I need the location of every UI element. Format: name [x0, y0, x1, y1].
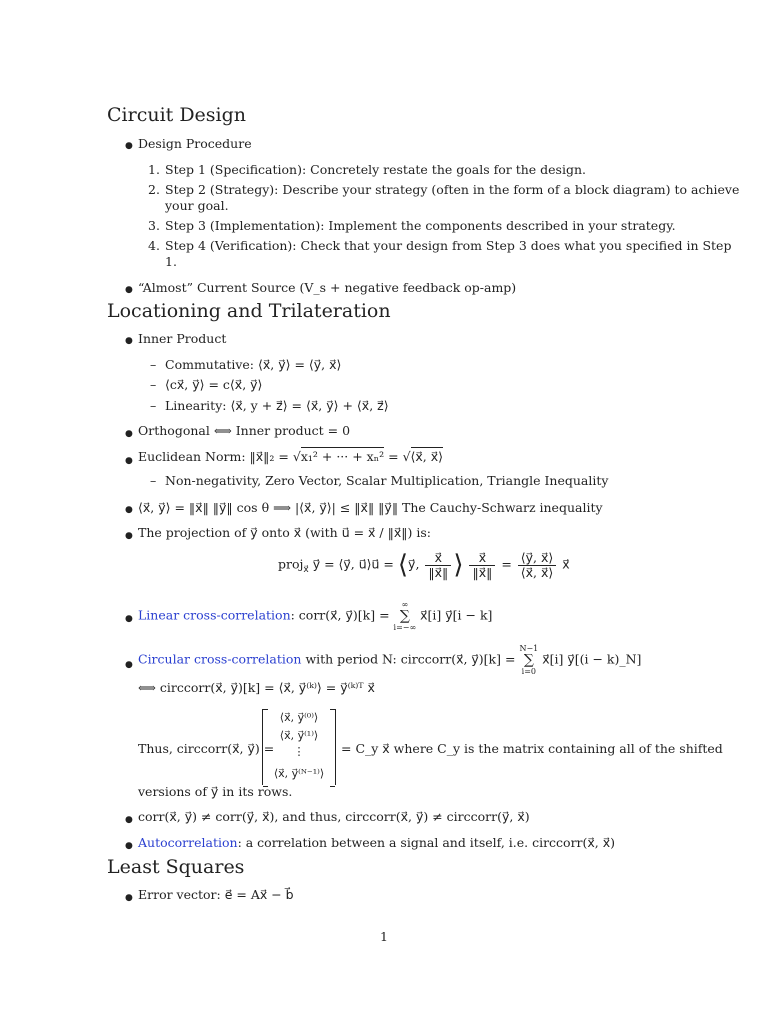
linear-cc-rest: : corr(x⃗, y⃗)[k] = [290, 607, 394, 623]
section-heading-circuit-design: Circuit Design [107, 104, 247, 126]
sum-lower: i=−∞ [393, 623, 417, 632]
bullet-icon: ● [125, 429, 133, 439]
autocorrelation-item [138, 835, 615, 850]
step-3-text: Step 3 (Implementation): Implement the components described in your strategy. [165, 218, 676, 233]
autocorrelation-rest: : a correlation between a signal and itself, i.e. circcorr(x⃗, x⃗) [237, 835, 616, 850]
bullet-icon: ● [125, 336, 133, 346]
step-2-text-cont: your goal. [165, 198, 229, 213]
proj-subscript: x⃗ [303, 565, 309, 575]
linear-sum-body: x⃗[i] y⃗[i − k] [420, 607, 493, 623]
almost-current-source-item: “Almost” Current Source (V_s + negative feedback op-amp) [138, 280, 517, 295]
circular-cross-correlation-link[interactable]: Circular cross-correlation [138, 651, 302, 667]
thus-suffix: = C_y x⃗ where C_y is the matrix containing all of the shifted [341, 741, 723, 756]
sigma-icon: N−1 ∑ i=0 [519, 644, 539, 676]
frac-den: ‖x⃗‖ [428, 564, 449, 580]
step-4-text: Step 4 (Verification): Check that your design from Step 3 does what you specified in Step [165, 238, 732, 253]
thus-line-2: versions of y⃗ in its rows. [138, 784, 293, 799]
bullet-icon: ● [125, 141, 133, 151]
norm-properties-item: Non-negativity, Zero Vector, Scalar Multiplication, Triangle Inequality [165, 473, 609, 488]
thus-prefix: Thus, circcorr(x⃗, y⃗) = [138, 741, 275, 756]
sqrt-icon: √ [292, 449, 301, 464]
frac-den: ⟨x⃗, x⃗⟩ [520, 564, 554, 580]
linear-cross-correlation-item [138, 600, 492, 632]
projection-intro-item: The projection of y⃗ onto x⃗ (with u⃗ = x⃗ / ‖x⃗‖) is: [138, 525, 431, 540]
dash-icon: – [150, 398, 157, 413]
linear-cross-correlation-link[interactable]: Linear cross-correlation [138, 607, 291, 623]
sum-lower: i=0 [521, 667, 537, 676]
sqrt-body-1: x₁² + ··· + xₙ² [300, 449, 385, 464]
bullet-icon: ● [125, 660, 133, 670]
design-procedure-item: Design Procedure [138, 136, 252, 151]
error-vector-item: Error vector: e⃗ = Ax⃗ − b⃗ [138, 887, 294, 902]
step-number: 1. [148, 162, 160, 177]
bullet-icon: ● [125, 531, 133, 541]
bullet-icon: ● [125, 456, 133, 466]
euclidean-norm-item: Euclidean Norm: ‖x⃗‖₂ = √x₁² + ··· + xₙ² = √⟨x⃗, x⃗⟩ [138, 449, 444, 464]
circcorr-matrix [262, 709, 336, 785]
sum-upper: ∞ [401, 600, 409, 609]
frac-num: x⃗ [425, 551, 451, 566]
page-number: 1 [380, 929, 388, 944]
bullet-icon: ● [125, 815, 133, 825]
step-2-text: Step 2 (Strategy): Describe your strategy (often in the form of a block diagram) to achieve [165, 182, 740, 197]
bullet-icon: ● [125, 614, 133, 624]
step-1-text: Step 1 (Specification): Concretely restate the goals for the design. [165, 162, 586, 177]
fraction [469, 551, 495, 580]
sigma-icon: ∞ ∑ i=−∞ [393, 600, 417, 632]
not-commutative-item: corr(x⃗, y⃗) ≠ corr(y⃗, x⃗), and thus, circcorr(x⃗, y⃗) ≠ circcorr(y⃗, x⃗) [138, 809, 530, 824]
proj-mid: y⃗ = ⟨y⃗, u⃗⟩u⃗ = [312, 556, 398, 572]
sqrt-body-2: ⟨x⃗, x⃗⟩ [410, 449, 444, 464]
step-4-text-cont: 1. [165, 254, 177, 269]
bullet-icon: ● [125, 893, 133, 903]
orthogonal-item: Orthogonal ⟺ Inner product = 0 [138, 423, 351, 438]
proj-label: proj [278, 556, 304, 572]
dash-icon: – [150, 473, 157, 488]
matrix-row: ⟨x⃗, y⃗⁽⁰⁾⟩ [279, 711, 319, 724]
circular-sum-body: x⃗[i] y⃗[(i − k)_N] [542, 651, 642, 667]
bullet-icon: ● [125, 841, 133, 851]
angle-close: ⟩ [453, 550, 464, 580]
dash-icon: – [150, 357, 157, 372]
circular-cross-correlation-item [138, 644, 641, 676]
section-heading-locationing: Locationing and Trilateration [107, 300, 391, 322]
sqrt-icon: √ [402, 449, 411, 464]
inner-product-item: Inner Product [138, 331, 227, 346]
fraction [518, 551, 557, 580]
matrix-row: ⟨x⃗, y⃗⁽ᴺ⁻¹⁾⟩ [273, 767, 325, 780]
fraction [425, 551, 451, 580]
sum-upper: N−1 [519, 644, 539, 653]
step-number: 2. [148, 182, 160, 197]
matrix-row: ⟨x⃗, y⃗⁽¹⁾⟩ [279, 729, 319, 742]
step-number: 3. [148, 218, 160, 233]
matrix-row: ⋮ [293, 745, 305, 758]
commutative-item: Commutative: ⟨x⃗, y⃗⟩ = ⟨y⃗, x⃗⟩ [165, 357, 342, 372]
autocorrelation-link[interactable]: Autocorrelation [138, 835, 238, 850]
cauchy-schwarz-item: ⟨x⃗, y⃗⟩ = ‖x⃗‖ ‖y⃗‖ cos θ ⟹ |⟨x⃗, y⃗⟩| ≤ ‖x⃗‖ ‖y⃗‖ The Cauchy-Schwarz inequality [138, 500, 603, 515]
euclidean-prefix: Euclidean Norm: ‖x⃗‖₂ = [138, 449, 293, 464]
frac-num: x⃗ [469, 551, 495, 566]
bullet-icon: ● [125, 505, 133, 515]
projection-equation: proj$_{x⃗}$ y⃗ = ⟨y⃗, u⃗⟩u⃗ = ⟨y⃗, $\frac{x⃗}{‖x⃗‖}$ ⟩ $\frac{x⃗}{‖x⃗‖}$ = $\frac{⟨y⃗, x⃗⟩}{⟨x⃗, x⃗⟩}$ x⃗ [278, 549, 570, 580]
proj-tail: x⃗ [562, 556, 570, 572]
bullet-icon: ● [125, 285, 133, 295]
section-heading-least-squares: Least Squares [107, 856, 245, 878]
step-number: 4. [148, 238, 160, 253]
linearity-item: Linearity: ⟨x⃗, y + z⃗⟩ = ⟨x⃗, y⃗⟩ + ⟨x⃗, z⃗⟩ [165, 398, 389, 413]
circcorr-iff-line: ⟺ circcorr(x⃗, y⃗)[k] = ⟨x⃗, y⃗⁽ᵏ⁾⟩ = y⃗⁽ᵏ⁾ᵀ x⃗ [138, 680, 375, 695]
angle-open: ⟨ [397, 550, 409, 580]
dash-icon: – [150, 377, 157, 392]
circular-rest: with period N: circcorr(x⃗, y⃗)[k] = [301, 651, 520, 667]
frac-num: ⟨y⃗, x⃗⟩ [518, 551, 557, 566]
scalar-item: ⟨cx⃗, y⃗⟩ = c⟨x⃗, y⃗⟩ [165, 377, 263, 392]
frac-den: ‖x⃗‖ [472, 564, 493, 580]
